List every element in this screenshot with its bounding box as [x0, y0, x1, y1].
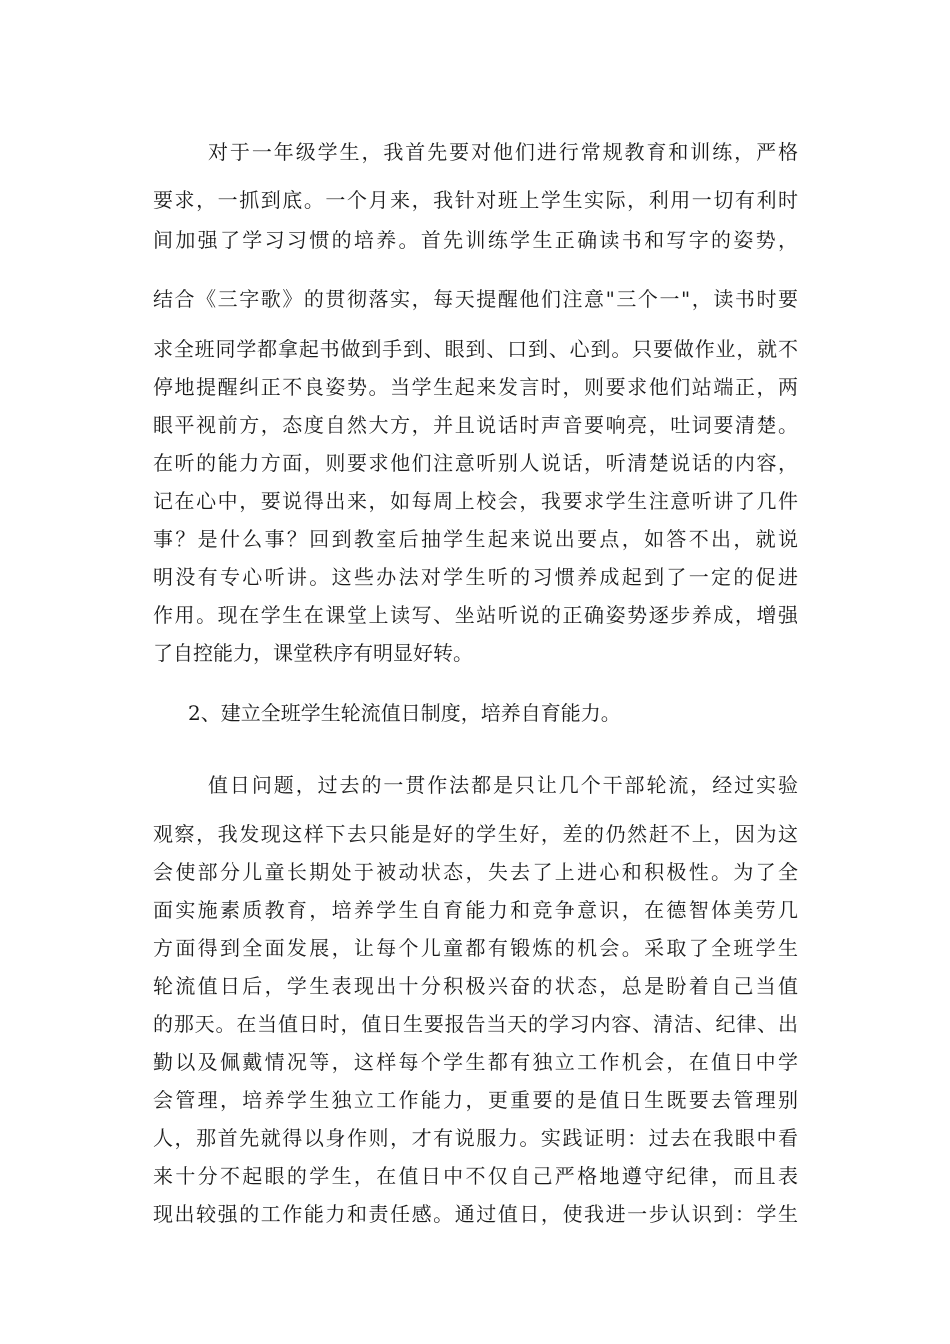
- paragraph-1-line-3: 间加强了学习习惯的培养。首先训练学生正确读书和写字的姿势，: [153, 228, 798, 252]
- section-heading-2: 2、建立全班学生轮流值日制度，培养自育能力。: [188, 701, 621, 725]
- paragraph-1-line-10: 事？是什么事？回到教室后抽学生起来说出要点，如答不出，就说: [153, 527, 798, 551]
- paragraph-2-line-1: 值日问题，过去的一贯作法都是只让几个干部轮流，经过实验: [208, 773, 798, 797]
- paragraph-2-line-8: 勤以及佩戴情况等，这样每个学生都有独立工作机会，在值日中学: [153, 1050, 798, 1074]
- paragraph-2-line-12: 现出较强的工作能力和责任感。通过值日，使我进一步认识到：学生: [153, 1202, 798, 1226]
- paragraph-1-line-5: 求全班同学都拿起书做到手到、眼到、口到、心到。只要做作业，就不: [153, 337, 798, 361]
- paragraph-2-line-6: 轮流值日后，学生表现出十分积极兴奋的状态，总是盼着自己当值: [153, 974, 798, 998]
- paragraph-1-line-8: 在听的能力方面，则要求他们注意听别人说话，听清楚说话的内容，: [153, 451, 798, 475]
- paragraph-1-line-12: 作用。现在学生在课堂上读写、坐站听说的正确姿势逐步养成，增强: [153, 603, 798, 627]
- paragraph-2-line-10: 人，那首先就得以身作则，才有说服力。实践证明：过去在我眼中看: [153, 1126, 798, 1150]
- paragraph-1-line-11: 明没有专心听讲。这些办法对学生听的习惯养成起到了一定的促进: [153, 565, 798, 589]
- paragraph-2-line-5: 方面得到全面发展，让每个儿童都有锻炼的机会。采取了全班学生: [153, 936, 798, 960]
- paragraph-2-line-3: 会使部分儿童长期处于被动状态，失去了上进心和积极性。为了全: [153, 860, 798, 884]
- paragraph-1-line-4: 结合《三字歌》的贯彻落实，每天提醒他们注意"三个一"，读书时要: [153, 287, 798, 311]
- paragraph-1-line-13: 了自控能力，课堂秩序有明显好转。: [153, 641, 473, 665]
- paragraph-1-line-6: 停地提醒纠正不良姿势。当学生起来发言时，则要求他们站端正，两: [153, 375, 798, 399]
- paragraph-1-line-1: 对于一年级学生，我首先要对他们进行常规教育和训练，严格: [208, 140, 798, 164]
- paragraph-1-line-9: 记在心中，要说得出来，如每周上校会，我要求学生注意听讲了几件: [153, 489, 798, 513]
- paragraph-1-line-7: 眼平视前方，态度自然大方，并且说话时声音要响亮，吐词要清楚。: [153, 413, 798, 437]
- paragraph-2-line-7: 的那天。在当值日时，值日生要报告当天的学习内容、清洁、纪律、出: [153, 1012, 798, 1036]
- paragraph-2-line-2: 观察，我发现这样下去只能是好的学生好，差的仍然赶不上，因为这: [153, 822, 798, 846]
- paragraph-2-line-4: 面实施素质教育，培养学生自育能力和竞争意识，在德智体美劳几: [153, 898, 798, 922]
- paragraph-1-line-2: 要求，一抓到底。一个月来，我针对班上学生实际，利用一切有利时: [153, 188, 798, 212]
- paragraph-2-line-9: 会管理，培养学生独立工作能力，更重要的是值日生既要去管理别: [153, 1088, 798, 1112]
- paragraph-2-line-11: 来十分不起眼的学生，在值日中不仅自己严格地遵守纪律，而且表: [153, 1164, 798, 1188]
